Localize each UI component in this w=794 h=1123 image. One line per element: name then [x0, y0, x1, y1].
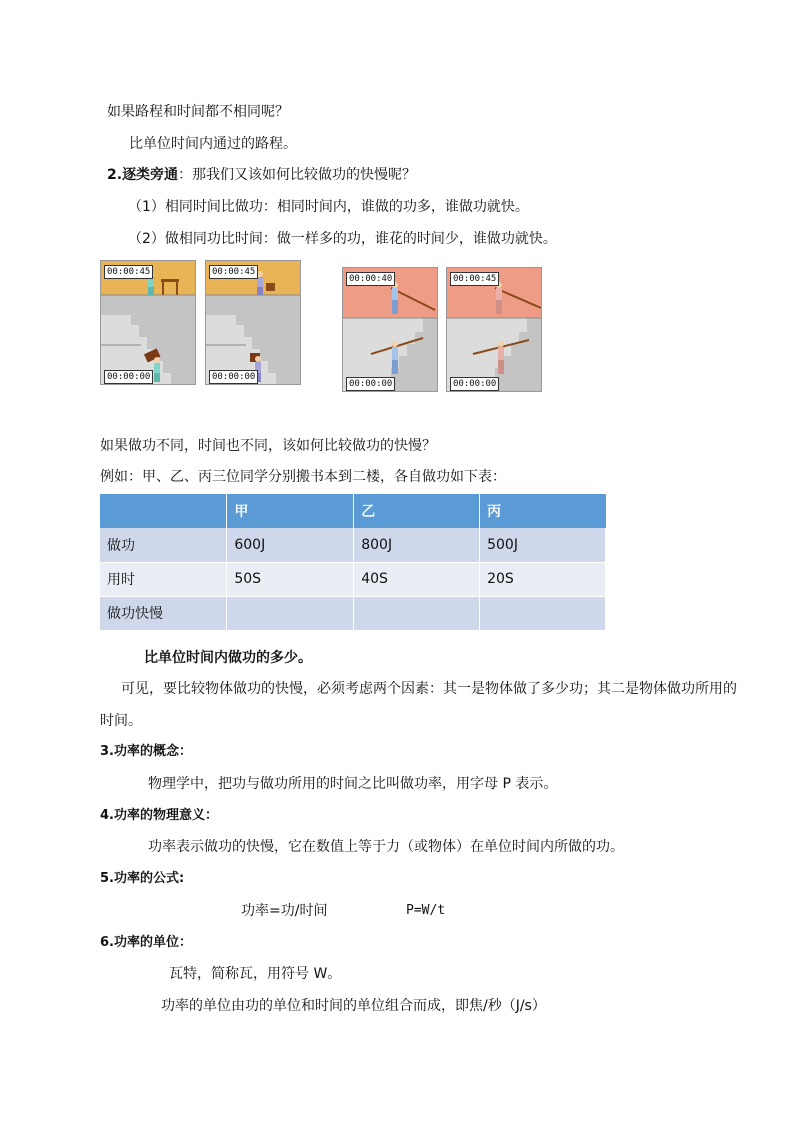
- table-leg: [176, 282, 178, 295]
- section-2-title: 逐类旁通: [122, 167, 179, 183]
- table-row: [100, 562, 606, 596]
- table-header-cell: [100, 494, 227, 528]
- question-different-work-time: 如果做功不同，时间也不同，该如何比较做功的快慢？: [100, 438, 436, 454]
- table-cell: 做功快慢: [100, 596, 227, 630]
- worker-head: [392, 341, 398, 347]
- worker-head: [154, 357, 160, 363]
- bottom-timer: 00:00:00: [209, 370, 258, 384]
- section-4-body: 功率表示做功的快慢，它在数值上等于力（或物体）在单位时间内所做的功。: [148, 839, 624, 855]
- worker-legs: [392, 360, 398, 374]
- table-cell: 40S: [354, 562, 480, 596]
- answer-work-per-time: 比单位时间内做功的多少。: [144, 650, 312, 666]
- worker-body: [154, 363, 160, 373]
- section-6-body-2: 功率的单位由功的单位和时间的单位组合而成，即焦/秒（J/s）: [161, 998, 546, 1014]
- figure-worker-carrying-box-1: [100, 260, 196, 385]
- section-4-heading: 4.功率的物理意义：: [100, 808, 218, 823]
- section-6-body-1: 瓦特，简称瓦，用符号 W。: [169, 966, 342, 982]
- table-icon: [161, 279, 179, 282]
- figure-worker-carrying-box-2: [205, 260, 301, 385]
- table-cell: 600J: [227, 528, 354, 562]
- worker-head: [255, 356, 261, 362]
- summary-line-2: 时间。: [100, 713, 142, 729]
- worker-legs: [148, 287, 154, 295]
- section-5-heading: 5.功率的公式:: [100, 871, 185, 886]
- table-cell: 50S: [227, 562, 354, 596]
- worker-legs: [154, 373, 160, 382]
- bottom-timer: 00:00:00: [346, 377, 395, 391]
- top-timer: 00:00:45: [209, 265, 258, 279]
- section-3-body: 物理学中，把功与做功所用的时间之比叫做功率，用字母 P 表示。: [148, 776, 558, 792]
- table-cell: [227, 596, 354, 630]
- table-header-row: [100, 494, 606, 528]
- section-2-question: ：那我们又该如何比较做功的快慢呢？: [178, 167, 417, 183]
- table-leg: [162, 282, 164, 295]
- bottom-timer: 00:00:00: [104, 370, 153, 384]
- worker-body: [496, 288, 502, 300]
- worker-body: [392, 288, 398, 300]
- section-3-heading: 3.功率的概念：: [100, 744, 192, 759]
- table-cell: 800J: [354, 528, 480, 562]
- bottom-timer: 00:00:00: [450, 377, 499, 391]
- worker-legs: [257, 287, 263, 295]
- worker-legs: [498, 360, 504, 374]
- section-6-heading: 6.功率的单位：: [100, 935, 192, 950]
- figure-worker-carrying-pole-1: [342, 267, 438, 392]
- section-2-number: 2.: [107, 167, 123, 183]
- power-formula-words: 功率=功/时间: [241, 903, 328, 919]
- comparison-method-2: （2）做相同功比时间：做一样多的功，谁花的时间少，谁做功就快。: [128, 231, 557, 247]
- table-row: [100, 528, 606, 562]
- table-cell: 20S: [480, 562, 606, 596]
- table-cell: [354, 596, 480, 630]
- worker-legs: [496, 300, 502, 314]
- worker-body: [498, 347, 504, 360]
- book-box: [266, 283, 275, 291]
- table-cell: [480, 596, 606, 630]
- top-timer: 00:00:45: [104, 265, 153, 279]
- worker-legs: [392, 300, 398, 314]
- table-header-cell: 丙: [480, 494, 606, 528]
- figure-worker-carrying-pole-2: [446, 267, 542, 392]
- table-cell: 做功: [100, 528, 227, 562]
- table-cell: 用时: [100, 562, 227, 596]
- table-header-cell: 乙: [354, 494, 480, 528]
- answer-speed-comparison: 比单位时间内通过的路程。: [129, 136, 297, 152]
- power-formula-symbols: P=W/t: [406, 903, 446, 918]
- comparison-method-1: （1）相同时间比做功：相同时间内，谁做的功多，谁做功就快。: [128, 199, 529, 215]
- table-row: [100, 596, 606, 630]
- section-2-heading: [107, 166, 416, 184]
- table-header-cell: 甲: [227, 494, 354, 528]
- question-different-distance-time: 如果路程和时间都不相同呢？: [107, 104, 289, 120]
- worker-head: [498, 341, 504, 347]
- summary-line-1: 可见，要比较物体做功的快慢，必须考虑两个因素：其一是物体做了多少功；其二是物体做功所用的: [121, 681, 737, 697]
- top-timer: 00:00:45: [450, 272, 499, 286]
- worker-body: [392, 347, 398, 360]
- work-comparison-table: [100, 494, 606, 630]
- top-timer: 00:00:40: [346, 272, 395, 286]
- example-intro: 例如：甲、乙、丙三位同学分别搬书本到二楼，各自做功如下表：: [100, 469, 506, 485]
- table-cell: 500J: [480, 528, 606, 562]
